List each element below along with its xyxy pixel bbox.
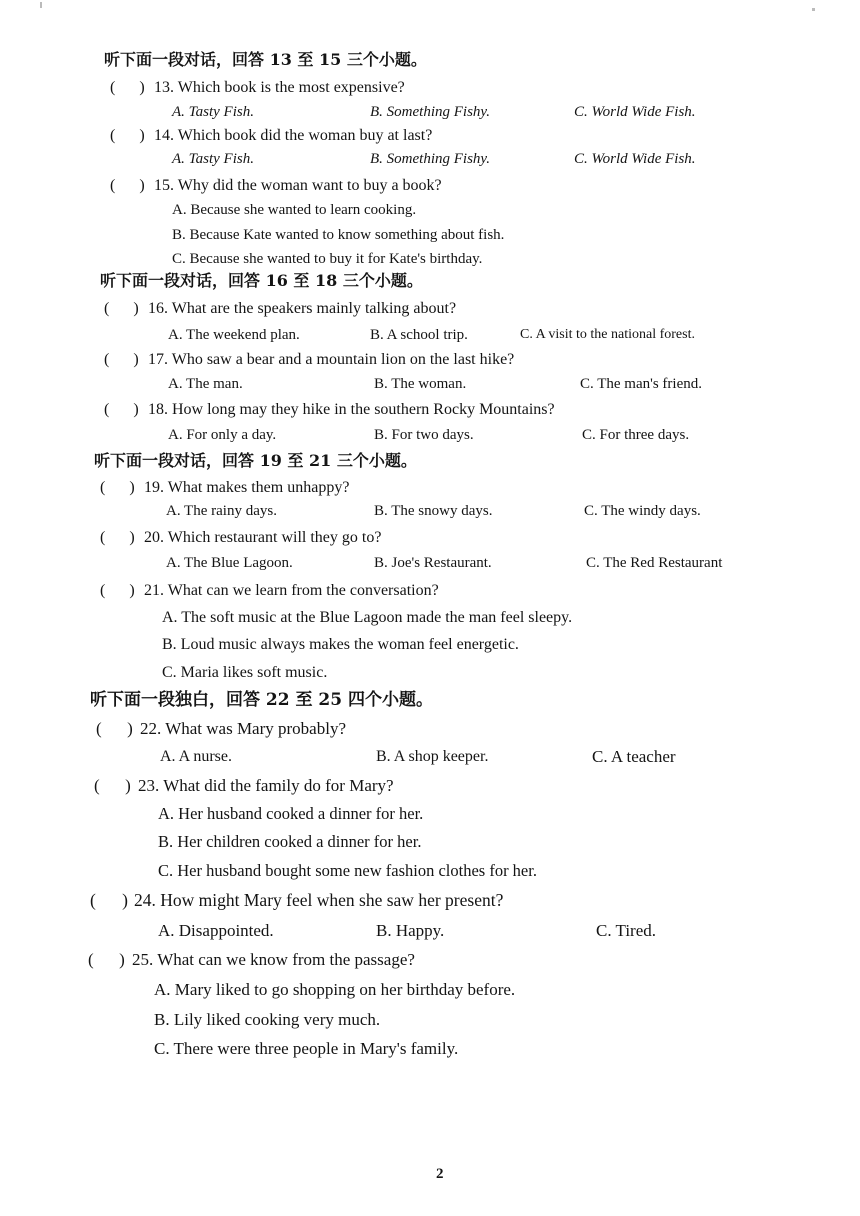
section-heading-13-15: 听下面一段对话，回答 13 至 15 三个小题。 (104, 50, 427, 69)
answer-blank[interactable]: ( ) (100, 529, 135, 546)
answer-blank[interactable]: ( ) (94, 776, 131, 795)
answer-blank[interactable]: ( ) (104, 351, 139, 368)
option-21-b: B. Loud music always makes the woman feel energetic. (162, 636, 519, 653)
option-16-b: B. A school trip. (370, 327, 468, 343)
option-18-a: A. For only a day. (168, 427, 277, 443)
question-stem: 23. What did the family do for Mary? (138, 776, 394, 795)
question-stem: 16. What are the speakers mainly talking about? (148, 300, 457, 317)
option-16-a: A. The weekend plan. (168, 327, 300, 343)
option-21-a: A. The soft music at the Blue Lagoon made the man feel sleepy. (162, 609, 573, 626)
option-14-c: C. World Wide Fish. (574, 151, 696, 167)
option-25-c: C. There were three people in Mary's family. (154, 1039, 459, 1058)
question-stem: 15. Why did the woman want to buy a book? (154, 177, 442, 194)
option-20-b: B. Joe's Restaurant. (374, 555, 492, 571)
question-21 (100, 583, 439, 599)
question-22 (96, 720, 346, 737)
answer-blank[interactable]: ( ) (110, 177, 145, 194)
option-25-a: A. Mary liked to go shopping on her birthday before. (154, 980, 516, 999)
question-stem: 18. How long may they hike in the southern Rocky Mountains? (148, 401, 555, 418)
option-17-b: B. The woman. (374, 376, 467, 392)
option-23-a: A. Her husband cooked a dinner for her. (158, 804, 424, 823)
question-24 (90, 892, 503, 910)
section-heading-22-25: 听下面一段独白，回答 22 至 25 四个小题。 (90, 690, 433, 710)
option-14-b: B. Something Fishy. (370, 151, 490, 167)
question-stem: 21. What can we learn from the conversation? (144, 582, 439, 599)
question-stem: 14. Which book did the woman buy at last? (154, 127, 433, 144)
question-18 (104, 402, 555, 418)
answer-blank[interactable]: ( ) (100, 582, 135, 599)
option-15-c: C. Because she wanted to buy it for Kate's birthday. (172, 251, 483, 267)
option-17-c: C. The man's friend. (580, 376, 702, 392)
question-23 (94, 777, 394, 794)
option-17-a: A. The man. (168, 376, 243, 392)
section-heading-16-18: 听下面一段对话，回答 16 至 18 三个小题。 (100, 271, 423, 290)
option-13-a: A. Tasty Fish. (172, 104, 254, 120)
option-14-a: A. Tasty Fish. (172, 151, 254, 167)
option-22-a: A. A nurse. (160, 748, 232, 765)
option-24-c: C. Tired. (596, 921, 656, 940)
question-19 (100, 480, 349, 496)
option-23-b: B. Her children cooked a dinner for her. (158, 832, 422, 851)
scan-speck (812, 8, 815, 11)
option-13-c: C. World Wide Fish. (574, 104, 696, 120)
page-number: 2 (436, 1166, 444, 1182)
question-14 (110, 128, 432, 144)
question-stem: 24. How might Mary feel when she saw her present? (134, 890, 504, 910)
option-23-c: C. Her husband bought some new fashion clothes for her. (158, 861, 537, 880)
question-16 (104, 301, 456, 317)
option-22-c: C. A teacher (592, 747, 676, 766)
option-15-b: B. Because Kate wanted to know something about fish. (172, 227, 505, 243)
section-heading-19-21: 听下面一段对话，回答 19 至 21 三个小题。 (94, 451, 417, 470)
question-17 (104, 352, 514, 368)
question-stem: 20. Which restaurant will they go to? (144, 529, 382, 546)
option-19-a: A. The rainy days. (166, 503, 277, 519)
question-stem: 25. What can we know from the passage? (132, 950, 415, 969)
answer-blank[interactable]: ( ) (100, 479, 135, 496)
option-24-b: B. Happy. (376, 921, 445, 940)
question-15 (110, 178, 442, 194)
answer-blank[interactable]: ( ) (104, 300, 139, 317)
answer-blank[interactable]: ( ) (104, 401, 139, 418)
question-stem: 19. What makes them unhappy? (144, 479, 350, 496)
question-stem: 22. What was Mary probably? (140, 719, 346, 738)
option-22-b: B. A shop keeper. (376, 748, 489, 765)
option-20-a: A. The Blue Lagoon. (166, 555, 293, 571)
answer-blank[interactable]: ( ) (88, 950, 125, 969)
option-18-b: B. For two days. (374, 427, 474, 443)
question-20 (100, 530, 381, 546)
question-stem: 17. Who saw a bear and a mountain lion on the last hike? (148, 351, 515, 368)
answer-blank[interactable]: ( ) (90, 890, 128, 910)
answer-blank[interactable]: ( ) (110, 79, 145, 96)
question-stem: 13. Which book is the most expensive? (154, 79, 405, 96)
question-25 (88, 951, 415, 968)
answer-blank[interactable]: ( ) (110, 127, 145, 144)
option-13-b: B. Something Fishy. (370, 104, 490, 120)
answer-blank[interactable]: ( ) (96, 719, 133, 738)
option-19-c: C. The windy days. (584, 503, 701, 519)
option-20-c: C. The Red Restaurant (586, 555, 723, 571)
scan-speck (40, 2, 42, 8)
option-21-c: C. Maria likes soft music. (162, 664, 328, 681)
option-19-b: B. The snowy days. (374, 503, 493, 519)
option-16-c: C. A visit to the national forest. (520, 327, 695, 342)
option-18-c: C. For three days. (582, 427, 690, 443)
question-13 (110, 80, 405, 96)
option-25-b: B. Lily liked cooking very much. (154, 1010, 381, 1029)
option-15-a: A. Because she wanted to learn cooking. (172, 202, 417, 218)
option-24-a: A. Disappointed. (158, 921, 274, 940)
